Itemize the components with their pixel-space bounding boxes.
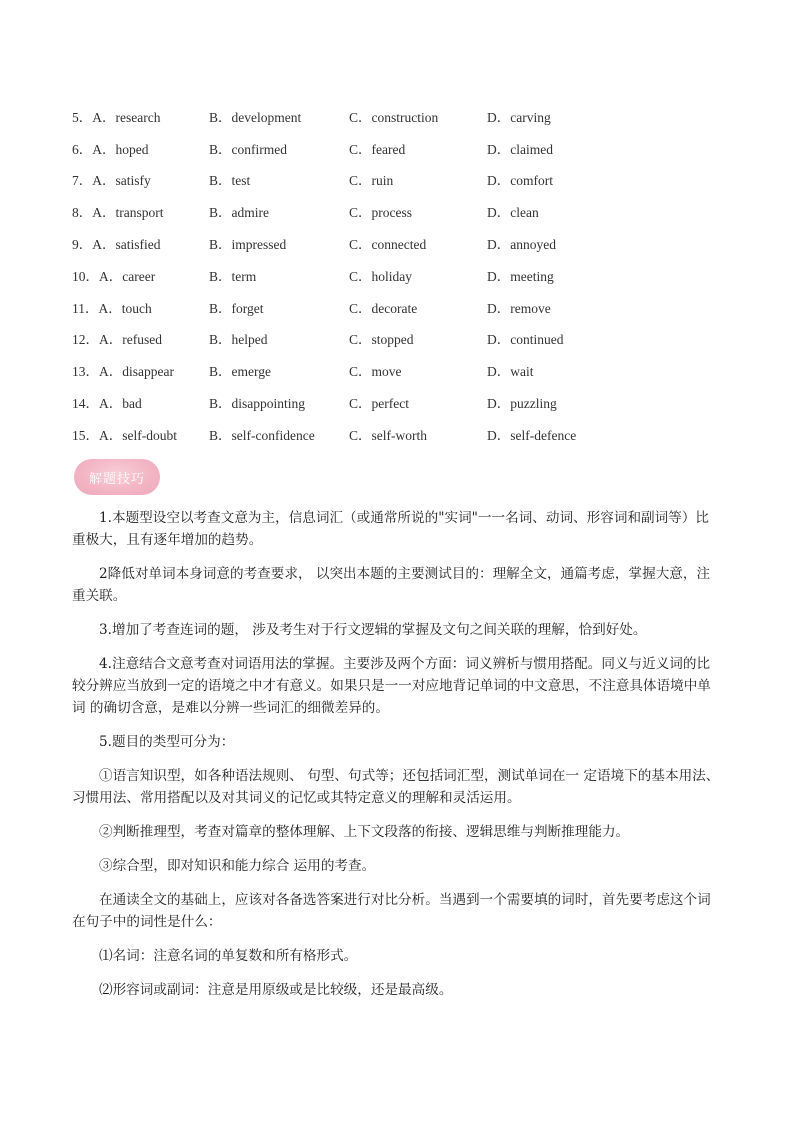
option-d: D．wait bbox=[487, 364, 534, 380]
question-number: 12． bbox=[72, 332, 99, 348]
option-d: D．meeting bbox=[487, 268, 554, 284]
option-d: D．puzzling bbox=[487, 396, 557, 412]
option-b: B．emerge bbox=[209, 364, 271, 380]
question-row bbox=[72, 195, 722, 227]
option-d: D．self-defence bbox=[487, 427, 577, 443]
option-b: B．disappointing bbox=[209, 396, 306, 412]
question-row bbox=[72, 132, 722, 164]
option-c: C．perfect bbox=[349, 396, 409, 412]
option-text: A．self-doubt bbox=[99, 427, 177, 443]
option-text: A．hoped bbox=[92, 141, 149, 157]
option-a bbox=[72, 297, 209, 317]
option-text: A．research bbox=[92, 109, 161, 125]
option-c: C．process bbox=[349, 205, 412, 221]
question-number: 10． bbox=[72, 268, 99, 284]
option-c: C．self-worth bbox=[349, 427, 427, 443]
option-text: A．bad bbox=[99, 396, 142, 412]
option-a bbox=[72, 233, 209, 253]
option-text: A．satisfied bbox=[92, 237, 161, 253]
option-a bbox=[72, 424, 209, 444]
tip-paragraph: 1.本题型设空以考查文意为主，信息词汇（或通常所说的"实词"一一名词、动词、形容词和副词等）比重极大，且有逐年增加的趋势。 bbox=[72, 510, 710, 548]
answer-options-list bbox=[72, 100, 722, 450]
question-number: 9． bbox=[72, 237, 93, 253]
question-row bbox=[72, 418, 722, 450]
option-c: C．holiday bbox=[349, 268, 412, 284]
question-number: 13． bbox=[72, 364, 99, 380]
option-text: A．disappear bbox=[99, 364, 174, 380]
option-b: B．helped bbox=[209, 332, 268, 348]
tips-badge bbox=[74, 459, 160, 495]
question-number: 7． bbox=[72, 173, 93, 189]
option-d: D．continued bbox=[487, 332, 564, 348]
option-d: D．carving bbox=[487, 109, 551, 125]
option-c: C．feared bbox=[349, 141, 406, 157]
option-c: C．connected bbox=[349, 237, 427, 253]
option-d: D．claimed bbox=[487, 141, 553, 157]
option-text: A．transport bbox=[92, 205, 164, 221]
question-row bbox=[72, 227, 722, 259]
option-b: B．forget bbox=[209, 300, 264, 316]
question-number: 5． bbox=[72, 109, 93, 125]
option-b: B．self-confidence bbox=[209, 427, 315, 443]
question-number: 6． bbox=[72, 141, 93, 157]
option-c: C．ruin bbox=[349, 173, 394, 189]
option-c: C．move bbox=[349, 364, 402, 380]
option-a bbox=[72, 138, 209, 158]
question-number: 14． bbox=[72, 396, 99, 412]
option-text: A．satisfy bbox=[92, 173, 151, 189]
option-d: D．remove bbox=[487, 300, 551, 316]
option-a bbox=[72, 106, 209, 126]
option-b: B．impressed bbox=[209, 237, 287, 253]
option-b: B．confirmed bbox=[209, 141, 287, 157]
question-row bbox=[72, 259, 722, 291]
tip-paragraph: 5.题目的类型可分为： bbox=[99, 734, 235, 750]
question-number: 15． bbox=[72, 427, 99, 443]
tips-body bbox=[72, 507, 722, 1013]
option-a bbox=[72, 392, 209, 412]
option-b: B．development bbox=[209, 109, 302, 125]
tips-badge-label: 解题技巧 bbox=[88, 471, 145, 487]
question-row bbox=[72, 323, 722, 355]
tip-paragraph: ③综合型，即对知识和能力综合 运用的考查。 bbox=[99, 858, 376, 874]
option-a bbox=[72, 169, 209, 189]
question-row bbox=[72, 164, 722, 196]
tip-paragraph: 4.注意结合文意考查对词语用法的掌握。主要涉及两个方面：词义辨析与惯用搭配。同义与近义词的比 较分辨应当放到一定的语境之中才有意义。如果只是一一对应地背记单词的中文意思，不注意具体语境中单词 的确切含意，是难以分辨一些词汇的细微差异的。 bbox=[72, 656, 711, 716]
option-c: C．decorate bbox=[349, 300, 418, 316]
tip-paragraph: ②判断推理型，考查对篇章的整体理解、上下文段落的衔接、逻辑思维与判断推理能力。 bbox=[99, 824, 630, 840]
option-text: A．career bbox=[99, 268, 156, 284]
option-d: D．comfort bbox=[487, 173, 553, 189]
option-b: B．admire bbox=[209, 205, 269, 221]
option-c: C．stopped bbox=[349, 332, 414, 348]
option-a bbox=[72, 265, 209, 285]
question-row bbox=[72, 354, 722, 386]
option-a bbox=[72, 328, 209, 348]
question-row bbox=[72, 386, 722, 418]
tip-paragraph: ⑴名词：注意名词的单复数和所有格形式。 bbox=[99, 948, 358, 964]
question-row bbox=[72, 100, 722, 132]
question-row bbox=[72, 291, 722, 323]
tip-paragraph: ⑵形容词或副词：注意是用原级或是比较级，还是最高级。 bbox=[99, 982, 453, 998]
question-number: 8． bbox=[72, 205, 93, 221]
tip-paragraph: 2降低对单词本身词意的考查要求， 以突出本题的主要测试目的：理解全文，通篇考虑，掌握大意，注 重关联。 bbox=[72, 566, 711, 604]
tip-paragraph: 3.增加了考查连词的题， 涉及考生对于行文逻辑的掌握及文句之间关联的理解，恰到好处。 bbox=[99, 622, 647, 638]
option-text: A．refused bbox=[99, 332, 162, 348]
option-c: C．construction bbox=[349, 109, 439, 125]
option-a bbox=[72, 201, 209, 221]
option-d: D．annoyed bbox=[487, 237, 556, 253]
tip-paragraph: 在通读全文的基础上，应该对各备选答案进行对比分析。当遇到一个需要填的词时，首先要考虑这个词在句子中的词性是什么： bbox=[72, 892, 711, 930]
question-number: 11． bbox=[72, 300, 99, 316]
option-a bbox=[72, 360, 209, 380]
option-b: B．term bbox=[209, 268, 257, 284]
option-text: A．touch bbox=[98, 300, 152, 316]
option-b: B．test bbox=[209, 173, 251, 189]
option-d: D．clean bbox=[487, 205, 539, 221]
tip-paragraph: ①语言知识型，如各种语法规则、 句型、句式等；还包括词汇型，测试单词在一 定语境下的基本用法、习惯用法、常用搭配以及对其词义的记忆或其特定意义的理解和灵活运用。 bbox=[72, 768, 720, 806]
